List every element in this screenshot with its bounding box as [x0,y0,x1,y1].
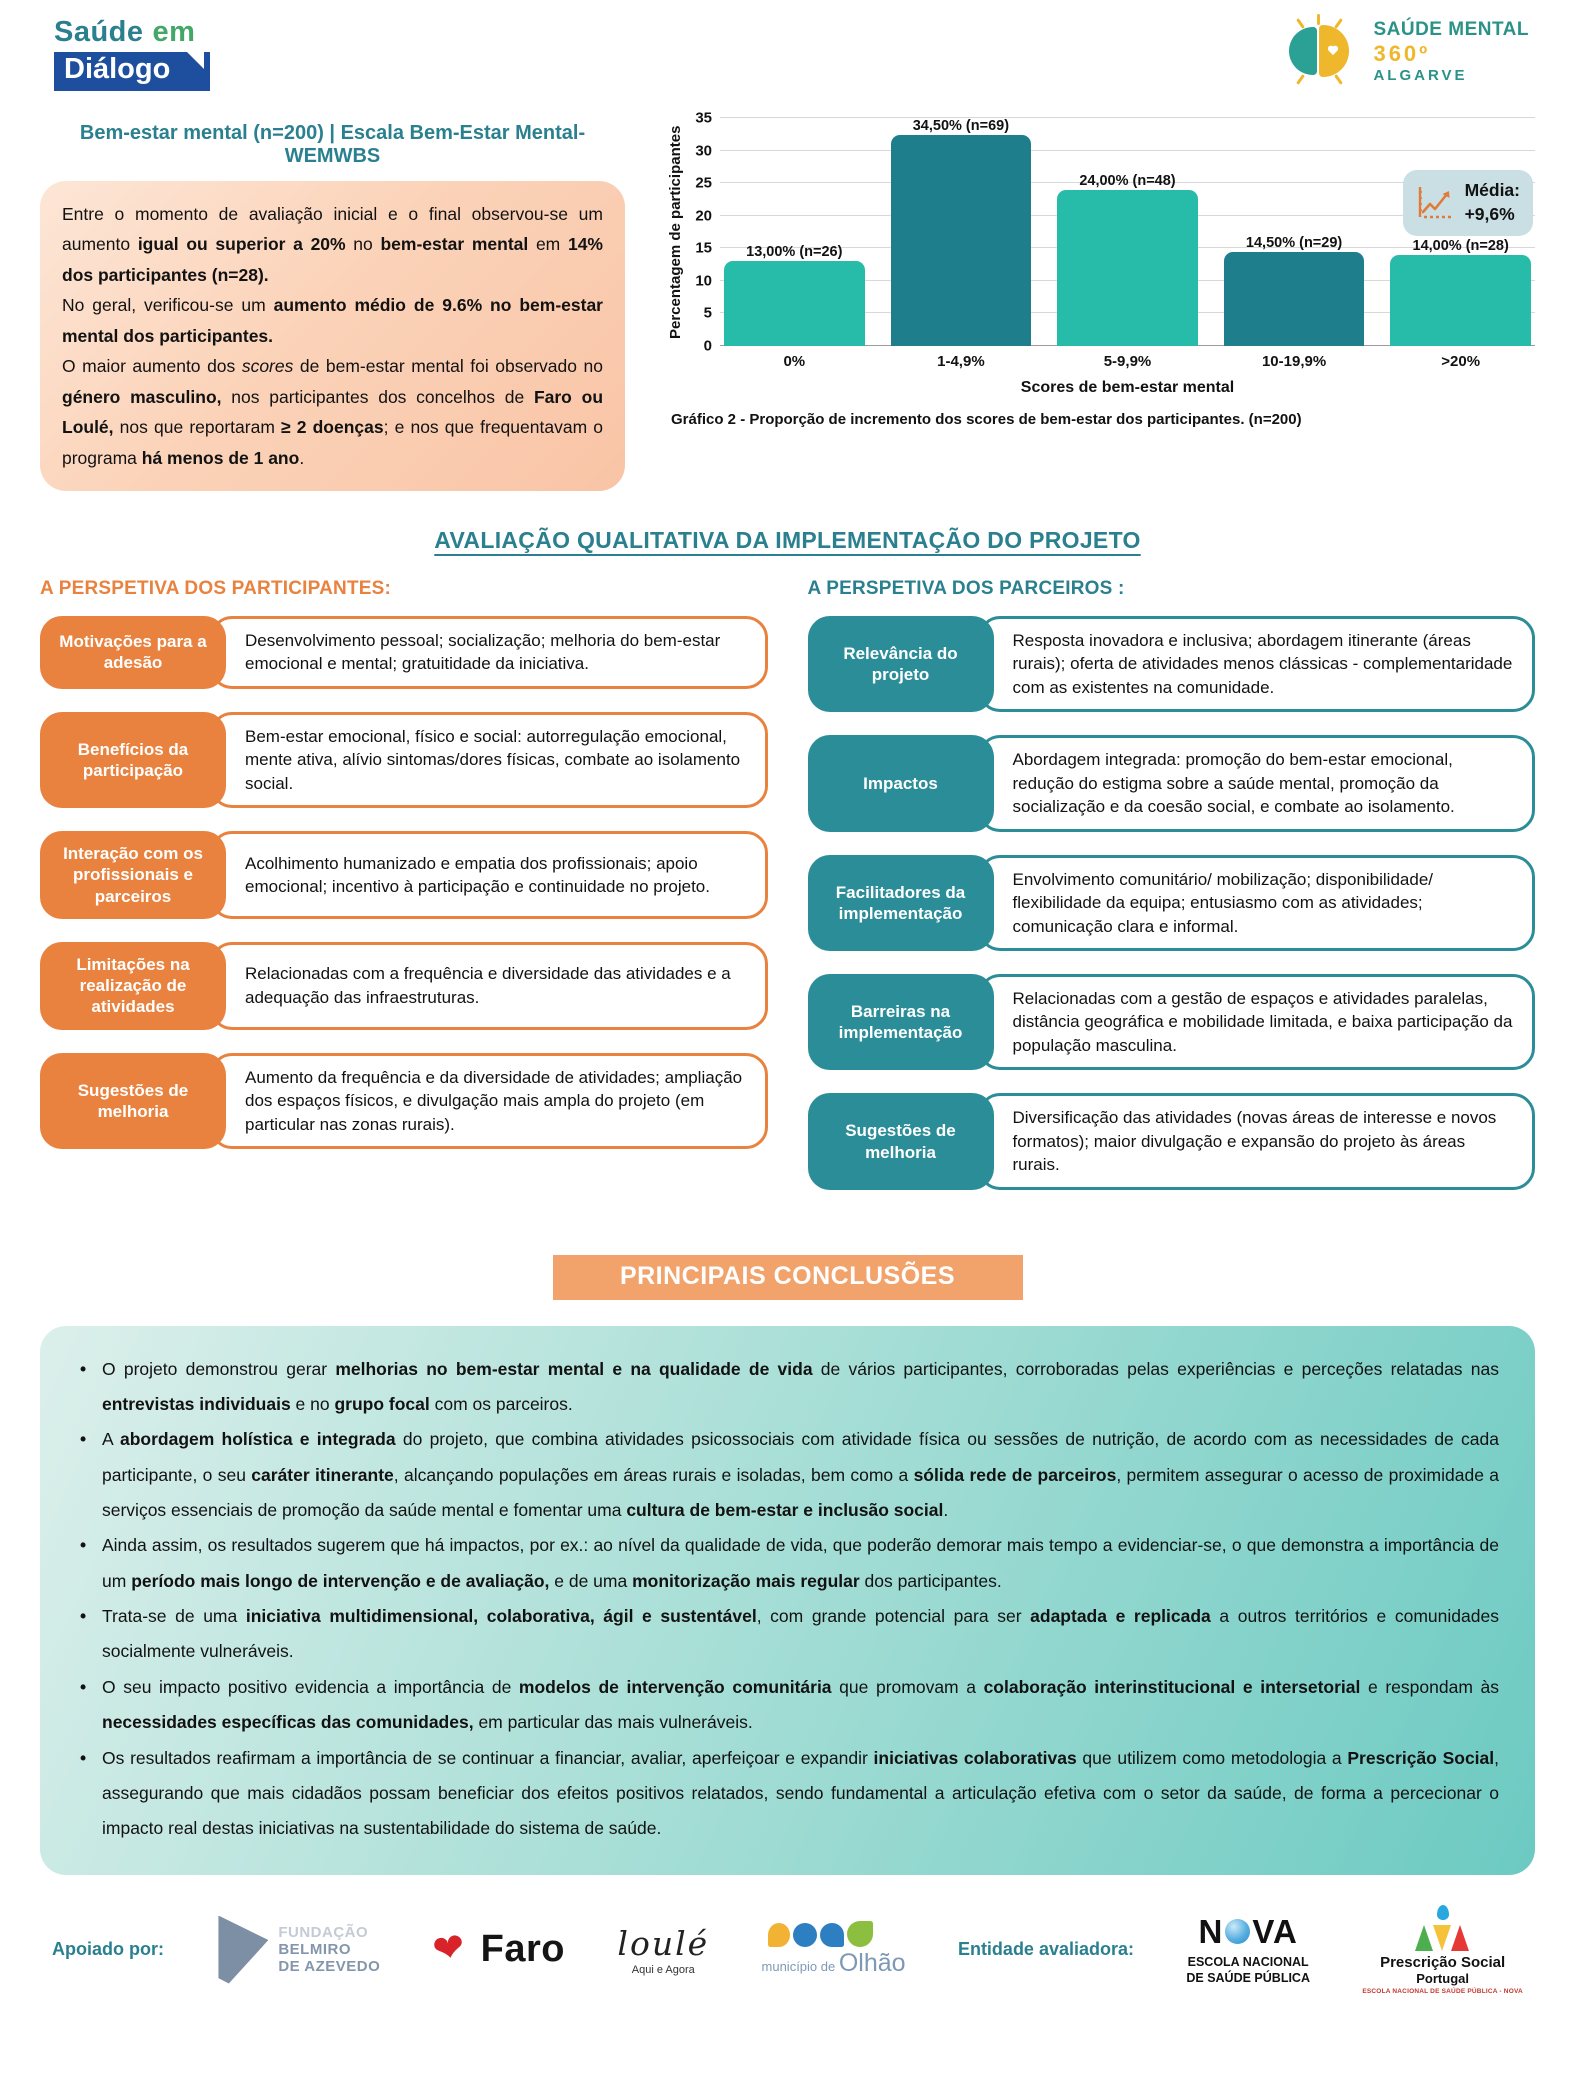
x-tick: 5-9,9% [1103,353,1152,370]
logo-360-degrees: 360º [1373,40,1431,66]
conclusion-bullet: • A abordagem holística e integrada do projeto, que combina atividades psicossociais com atividade física ou sessões de nutrição, de acordo com as necessidades de cada participante, o seu caráter itinerante, alcançando populações em áreas rurais e isoladas, bem como a sólida rede de parceiros, permitem assegurar o acesso de proximidade a serviços essenciais de promoção da saúde mental e fomentar uma cultura de bem-estar e inclusão social. [76,1422,1499,1528]
partners-row [808,616,1536,712]
header [40,16,1535,112]
qualitative-heading: AVALIAÇÃO QUALITATIVA DA IMPLEMENTAÇÃO DO PROJETO [434,526,1141,553]
category-content: Envolvimento comunitário/ mobilização; disponibilidade/ flexibilidade da equipa; entusiasmo com as atividades; comunicação clara e informal. [978,855,1536,951]
category-label: Barreiras na implementação [808,974,994,1070]
bar-group [1224,118,1365,346]
faro-municipality-logo [433,1928,565,1971]
nova-sub1: ESCOLA NACIONAL [1187,1954,1309,1969]
category-label: Relevância do projeto [808,616,994,712]
wellbeing-title: Bem-estar mental (n=200) | Escala Bem-Estar Mental-WEMWBS [79,122,586,167]
mean-label: Média: [1464,180,1520,201]
y-axis-title: Percentagem de participantes [667,125,684,339]
faro-name: Faro [480,1928,566,1971]
x-tick: >20% [1441,353,1481,370]
y-tick: 25 [695,174,712,192]
fundacao-belmiro-azevedo-logo [216,1916,380,1984]
saude-mental-360-logo [1281,16,1529,86]
prescricao-triangle-icon [1414,1905,1472,1951]
participants-heading: A PERSPETIVA DOS PARTICIPANTES: [40,577,392,599]
mean-value: +9,6% [1464,204,1515,225]
loule-name: loulé [617,1923,710,1963]
category-content: Abordagem integrada: promoção do bem-estar emocional, redução do estigma sobre a saúde mental, promoção da socialização e da coesão social, e combate ao isolamento. [978,735,1536,831]
partners-row [808,735,1536,831]
conclusion-bullet: • Ainda assim, os resultados sugerem que há impactos, por ex.: ao nível da qualidade de vida, que poderão demorar mais tempo a evidenciar-se, o que demonstra a importância de um período mais longo de intervenção e de avaliação, e de uma monitorização mais regular dos participantes. [76,1528,1499,1599]
participants-column [40,574,768,1213]
trend-chart-icon [1416,185,1456,221]
heart-icon [1327,46,1339,57]
category-content: Desenvolvimento pessoal; socialização; melhoria do bem-estar emocional e mental; gratuitidade da iniciativa. [210,616,768,689]
category-content: Resposta inovadora e inclusiva; abordagem itinerante (áreas rurais); oferta de atividades menos clássicas - complementaridade com as existentes na comunidade. [978,616,1536,712]
evaluator-label: Entidade avaliadora: [957,1939,1134,1960]
y-tick: 5 [703,304,712,322]
category-content: Relacionadas com a frequência e diversidade das atividades e a adequação das infraestruturas. [210,942,768,1030]
nova-school-logo [1186,1913,1310,1987]
y-tick: 30 [695,142,712,160]
olhao-name: Olhão [838,1949,906,1978]
bar-group [891,118,1032,346]
partners-heading: A PERSPETIVA DOS PARCEIROS : [807,577,1125,599]
wellbeing-paragraph: O maior aumento dos scores de bem-estar mental foi observado no género masculino, nos participantes dos concelhos de Faro ou Loulé, nos que reportaram ≥ 2 doenças; e nos que frequentavam o programa há menos de 1 ano. [62,356,604,468]
y-tick: 35 [695,109,712,127]
ps-line1: Prescrição Social [1380,1953,1506,1971]
conclusion-bullet: • O seu impacto positivo evidencia a importância de modelos de intervenção comunitária que promovam a colaboração interinstitucional e intersetorial e respondam às necessidades específicas das comunidades, em particular das mais vulneráveis. [76,1670,1499,1741]
fba-line1: FUNDAÇÃO [278,1924,369,1942]
x-tick: 10-19,9% [1261,353,1327,370]
participants-row [40,1053,768,1149]
wellbeing-paragraph: Entre o momento de avaliação inicial e o final observou-se um aumento igual ou superior a 20% no bem-estar mental em 14% dos participantes (n=28). [62,204,603,285]
mean-legend-box [1403,170,1533,235]
olhao-shapes-icon [768,1921,873,1947]
y-axis-ticks [684,109,720,355]
bar [1390,255,1531,346]
category-label: Limitações na realização de atividades [40,942,226,1030]
qualitative-columns [40,574,1535,1213]
y-tick: 20 [695,207,712,225]
bar [1057,190,1198,346]
partners-row [808,974,1536,1070]
conclusions-banner: PRINCIPAIS CONCLUSÕES [553,1255,1023,1300]
nova-sub2: DE SAÚDE PÚBLICA [1186,1971,1310,1986]
y-tick: 10 [695,272,712,290]
loule-tagline: Aqui e Agora [631,1963,695,1976]
bar [724,261,865,346]
y-tick: 15 [695,239,712,257]
nova-word-part2: VA [1252,1912,1298,1950]
olhao-municipality-logo [762,1921,906,1978]
category-content: Diversificação das atividades (novas áreas de interesse e novos formatos); maior divulgação e expansão do projeto às áreas rurais. [978,1093,1536,1189]
x-axis-title: Scores de bem-estar mental [1020,379,1235,396]
brain-icon [1281,16,1359,86]
fba-sail-icon [216,1916,268,1984]
partners-column [808,574,1536,1213]
footer [40,1905,1535,1995]
y-tick: 0 [703,337,712,355]
olhao-small-text: município de [761,1959,836,1975]
x-tick: 0% [783,353,806,370]
bar [891,135,1032,346]
participants-row [40,831,768,919]
category-label: Interação com os profissionais e parceiros [40,831,226,919]
category-label: Impactos [808,735,994,831]
bar-group [724,118,865,346]
nova-word-part1: N [1198,1912,1224,1950]
category-content: Acolhimento humanizado e empatia dos profissionais; apoio emocional; incentivo à participação e continuidade no projeto. [210,831,768,919]
loule-municipality-logo [617,1924,709,1976]
category-label: Facilitadores da implementação [808,855,994,951]
partners-row [808,855,1536,951]
participants-row [40,942,768,1030]
chart-caption: Gráfico 2 - Proporção de incremento dos scores de bem-estar dos participantes. (n=200) [671,411,1302,428]
logo-word-em: em [152,16,196,48]
category-content: Relacionadas com a gestão de espaços e atividades paralelas, distância geográfica e mobilidade limitada, e baixa participação da população masculina. [978,974,1536,1070]
saude-em-dialogo-logo [54,16,210,91]
conclusion-bullet: • Trata-se de uma iniciativa multidimensional, colaborativa, ágil e sustentável, com grande potencial para ser adaptada e replicada a outros territórios e comunidades socialmente vulneráveis. [76,1599,1499,1670]
category-label: Sugestões de melhoria [808,1093,994,1189]
nova-globe-icon [1225,1919,1250,1944]
category-label: Sugestões de melhoria [40,1053,226,1149]
logo-line-1 [54,16,210,49]
conclusion-bullet: • O projeto demonstrou gerar melhorias no bem-estar mental e na qualidade de vida de vários participantes, corroboradas pelas experiências e perceções relatadas nas entrevistas individuais e no grupo focal com os parceiros. [76,1352,1499,1423]
x-tick: 1-4,9% [937,353,985,370]
partners-row [808,1093,1536,1189]
conclusions-box [40,1326,1535,1875]
ps-line2: Portugal [1416,1970,1469,1986]
ps-line3: ESCOLA NACIONAL DE SAÚDE PÚBLICA - NOVA [1362,1987,1523,1995]
bar-value-label: 24,00% (n=48) [1079,172,1176,189]
wellbeing-section [40,109,1535,491]
wellbeing-summary-box [40,181,625,491]
fba-line2: BELMIRO [278,1941,352,1959]
logo-word-dialogo: Diálogo [64,53,171,85]
bar-value-label: 14,50% (n=29) [1245,234,1343,251]
x-axis-labels [720,353,1535,370]
participants-row [40,616,768,689]
fba-line3: DE AZEVEDO [278,1958,381,1976]
logo-360-title: SAÚDE MENTAL [1373,18,1529,40]
conclusion-bullet: • Os resultados reafirmam a importância de se continuar a financiar, avaliar, aperfeiçoar e expandir iniciativas colaborativas que utilizem como metodologia a Prescrição Social, assegurando que mais cidadãos possam beneficiar dos efeitos positivos relatados, sendo fundamental a articulação efetiva com o setor da saúde, de forma a percecionar o impacto real destas iniciativas na sustentabilidade do sistema de saúde. [76,1741,1499,1847]
logo-word-saude: Saúde [54,16,144,48]
category-content: Aumento da frequência e da diversidade de atividades; ampliação dos espaços físicos, e divulgação mais ampla do projeto (em particular nas zonas rurais). [210,1053,768,1149]
category-label: Benefícios da participação [40,712,226,808]
category-content: Bem-estar emocional, físico e social: autorregulação emocional, mente ativa, alívio sintomas/dores físicas, combate ao isolamento social. [210,712,768,808]
bar-value-label: 34,50% (n=69) [912,118,1010,134]
supported-by-label: Apoiado por: [52,1939,164,1960]
prescricao-social-logo [1362,1905,1523,1995]
red-heart-icon [433,1930,475,1970]
logo-360-region: ALGARVE [1373,66,1468,84]
wellbeing-paragraph: No geral, verificou-se um aumento médio de 9.6% no bem-estar mental dos participantes. [62,295,603,346]
participants-row [40,712,768,808]
bar-value-label: 14,00% (n=28) [1412,237,1509,254]
bar [1224,252,1365,346]
bar-chart [667,109,1535,491]
bar-group [1057,118,1198,346]
logo-word-dialogo-box [54,52,210,91]
bar-value-label: 13,00% (n=26) [746,244,843,261]
plot-area [720,118,1535,346]
category-label: Motivações para a adesão [40,616,226,689]
